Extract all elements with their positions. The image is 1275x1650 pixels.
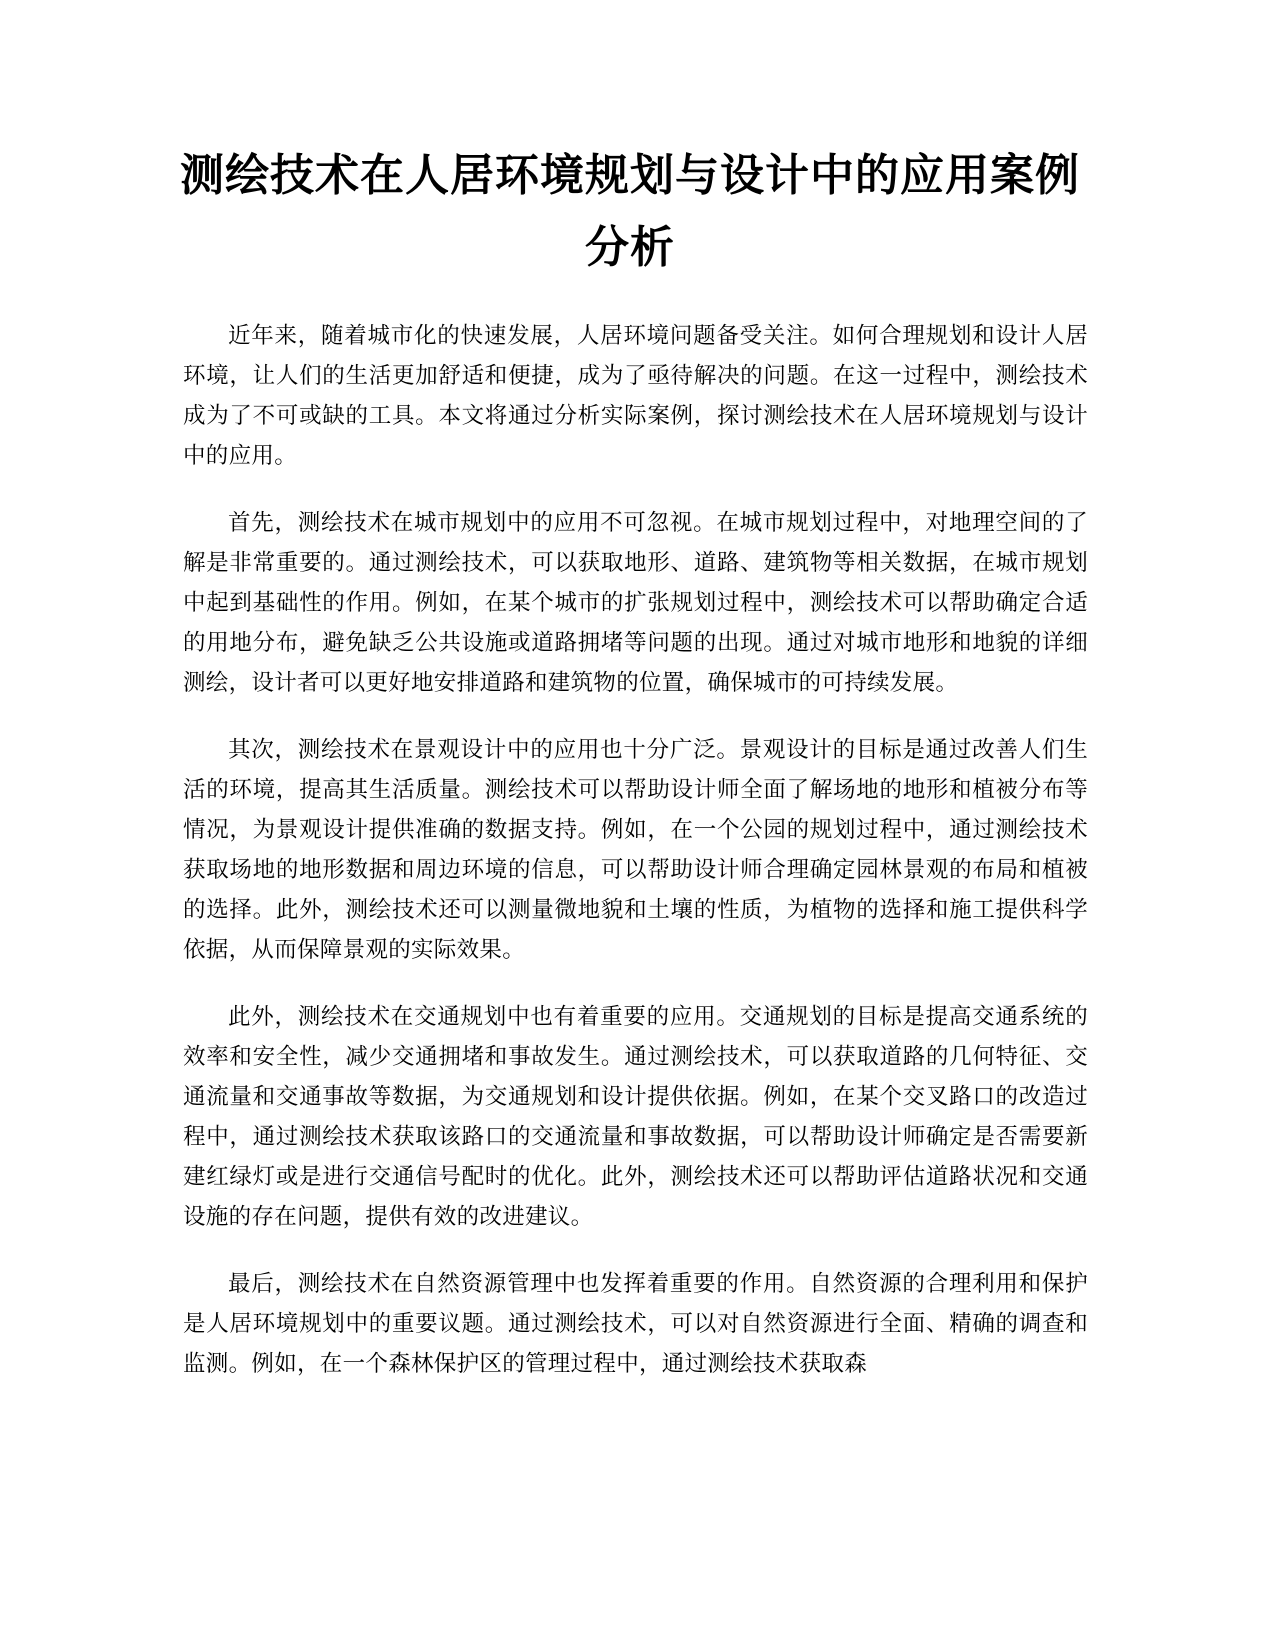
document-body [183,316,1088,1411]
document-title: 测绘技术在人居环境规划与设计中的应用案例分析 [180,150,1080,273]
paragraph-natural-resources: 最后，测绘技术在自然资源管理中也发挥着重要的作用。自然资源的合理利用和保护是人居环境规划中的重要议题。通过测绘技术，可以对自然资源进行全面、精确的调查和监测。例如，在一个森林保护区的管理过程中，通过测绘技术获取森 [183,1271,1088,1377]
paragraph-urban-planning: 首先，测绘技术在城市规划中的应用不可忽视。在城市规划过程中，对地理空间的了解是非常重要的。通过测绘技术，可以获取地形、道路、建筑物等相关数据，在城市规划中起到基础性的作用。例如，在某个城市的扩张规划过程中，测绘技术可以帮助确定合适的用地分布，避免缺乏公共设施或道路拥堵等问题的出现。通过对城市地形和地貌的详细测绘，设计者可以更好地安排道路和建筑物的位置，确保城市的可持续发展。 [183,510,1088,696]
paragraph-landscape-design: 其次，测绘技术在景观设计中的应用也十分广泛。景观设计的目标是通过改善人们生活的环境，提高其生活质量。测绘技术可以帮助设计师全面了解场地的地形和植被分布等情况，为景观设计提供准确的数据支持。例如，在一个公园的规划过程中，通过测绘技术获取场地的地形数据和周边环境的信息，可以帮助设计师合理确定园林景观的布局和植被的选择。此外，测绘技术还可以测量微地貌和土壤的性质，为植物的选择和施工提供科学依据，从而保障景观的实际效果。 [183,737,1088,963]
paragraph-traffic-planning: 此外，测绘技术在交通规划中也有着重要的应用。交通规划的目标是提高交通系统的效率和安全性，减少交通拥堵和事故发生。通过测绘技术，可以获取道路的几何特征、交通流量和交通事故等数据，为交通规划和设计提供依据。例如，在某个交叉路口的改造过程中，通过测绘技术获取该路口的交通流量和事故数据，可以帮助设计师确定是否需要新建红绿灯或是进行交通信号配时的优化。此外，测绘技术还可以帮助评估道路状况和交通设施的存在问题，提供有效的改进建议。 [183,1004,1088,1230]
paragraph-intro: 近年来，随着城市化的快速发展，人居环境问题备受关注。如何合理规划和设计人居环境，让人们的生活更加舒适和便捷，成为了亟待解决的问题。在这一过程中，测绘技术成为了不可或缺的工具。本文将通过分析实际案例，探讨测绘技术在人居环境规划与设计中的应用。 [183,323,1088,469]
